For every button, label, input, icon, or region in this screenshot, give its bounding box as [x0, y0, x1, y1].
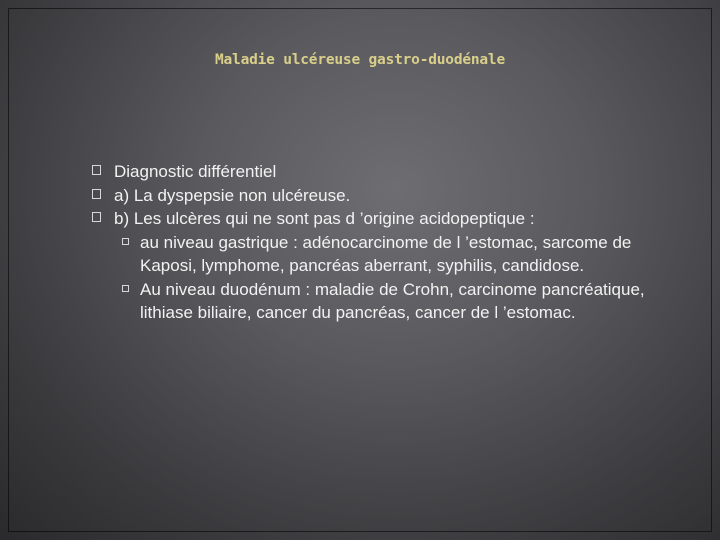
box-bullet-icon — [92, 165, 101, 175]
sub-bullet-text: Au niveau duodénum : maladie de Crohn, carcinome pancréatique, lithiase biliaire, cancer du pancréas, cancer de l ’estomac. — [140, 279, 645, 322]
bullet-item — [92, 207, 692, 231]
slide-title: Maladie ulcéreuse gastro-duodénale — [214, 52, 505, 68]
sub-bullet-text: au niveau gastrique : adénocarcinome de l ’estomac, sarcome de Kaposi, lymphome, pancréas aberrant, syphilis, candidose. — [140, 232, 632, 275]
small-box-bullet-icon — [122, 285, 129, 292]
box-bullet-icon — [92, 212, 101, 222]
small-box-bullet-icon — [122, 238, 129, 245]
sub-bullet-item — [92, 278, 692, 325]
sub-bullet-item — [92, 231, 692, 278]
slide-content — [92, 160, 692, 325]
bullet-text: Diagnostic différentiel — [114, 162, 277, 181]
bullet-item — [92, 184, 692, 208]
bullet-item — [92, 160, 692, 184]
bullet-text: a) La dyspepsie non ulcéreuse. — [114, 185, 351, 205]
bullet-text: b) Les ulcères qui ne sont pas d ’origine acidopeptique : — [114, 209, 535, 228]
box-bullet-icon — [92, 189, 101, 199]
